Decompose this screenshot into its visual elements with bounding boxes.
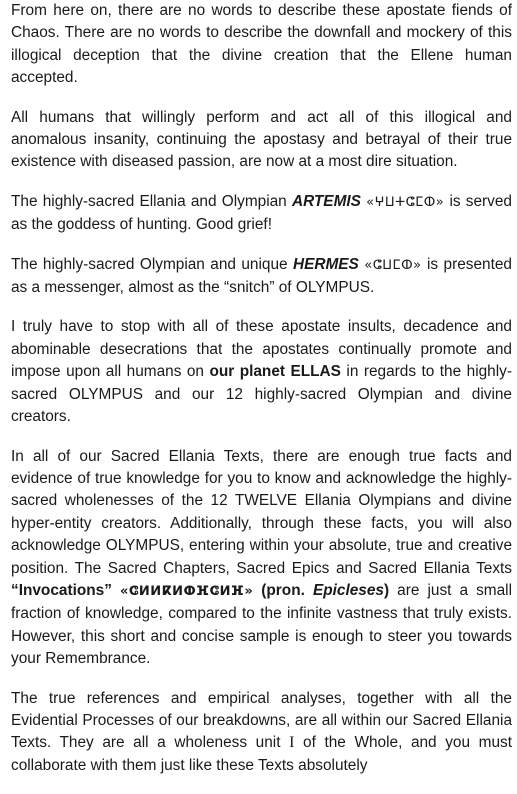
paragraph-6-after: are just a small fraction of knowledge, compared to the infinite vastness that truly exists. However, this short and concise sample is enough to steer you towards your Remembrance. <box>11 581 512 668</box>
paragraph-1-text: From here on, there are no words to describe these apostate fiends of Chaos. There are no words to describe the downfall and mockery of this illogical deception that the divine creation that the Ellene human accepted. <box>11 2 512 87</box>
invocations-term: “Invocations” <box>11 581 112 599</box>
unit-numeral: I <box>289 734 295 752</box>
document-page <box>11 0 512 794</box>
artemis-glyph: «ⵖⵡⵜⵛⵎⵀ» <box>366 194 445 210</box>
paragraph-7-before: The true references and empirical analyses, together with all the Evidential Processes of our breakdowns, are all within our Sacred Ellania Texts. They are all a wholeness unit <box>11 689 512 752</box>
artemis-name: ARTEMIS <box>291 192 361 210</box>
planet-ellas: our planet ELLAS <box>209 363 341 381</box>
paragraph-4 <box>11 254 512 300</box>
paragraph-5-after: in regards to the highly-sacred OLYMPUS and our 12 highly-sacred Olympian and divine creators. <box>11 363 512 426</box>
epicleses-term: Epicleses <box>312 581 384 599</box>
paragraph-5 <box>11 316 512 428</box>
pron-label: (pron. <box>261 581 313 599</box>
paragraph-6-before: In all of our Sacred Ellania Texts, there are enough true facts and evidence of true knowledge for you to know and acknowledge the highly-sacred wholenesses of the 12 TWELVE Ellania Olympians and divine hyper-entity creators. Additionally, through these facts, you will also acknowledge OLYMPUS, entering within your absolute, true and creative position. The Sacred Chapters, Sacred Epics and Sacred Ellania Texts <box>11 447 512 577</box>
paragraph-4-before: The highly-sacred Olympian and unique <box>11 255 293 273</box>
paragraph-2-text: All humans that willingly perform and act all of this illogical and anomalous insanity, continuing the apostasy and betrayal of their true existence with diseased passion, are now at a most dire situation. <box>11 108 512 171</box>
paragraph-6 <box>11 446 512 671</box>
hermes-name: HERMES <box>292 255 359 273</box>
paragraph-2 <box>11 107 512 174</box>
paragraph-4-after: is presented as a messenger, almost as the “snitch” of OLYMPUS. <box>11 255 512 297</box>
paragraph-7-after: of the Whole, and you must collaborate with them just like these Texts absolutely <box>11 734 512 774</box>
paragraph-3-after: is served as the goddess of hunting. Good grief! <box>11 192 512 234</box>
invocations-glyph: «ⵛⵍⵍⴽⵍⵀⴼⵛⵍⴼ» <box>119 583 254 599</box>
paragraph-3 <box>11 191 512 237</box>
paragraph-7 <box>11 688 512 778</box>
paragraph-5-before: I truly have to stop with all of these apostate insults, decadence and abominable desecrations that the apostates continually promote and impose upon all humans on <box>11 318 512 381</box>
paragraph-3-before: The highly-sacred Ellania and Olympian <box>11 192 292 210</box>
hermes-glyph: «ⵛⵡⵎⵀ» <box>364 257 422 273</box>
pron-close: ) <box>383 581 390 599</box>
paragraph-1 <box>11 0 512 90</box>
